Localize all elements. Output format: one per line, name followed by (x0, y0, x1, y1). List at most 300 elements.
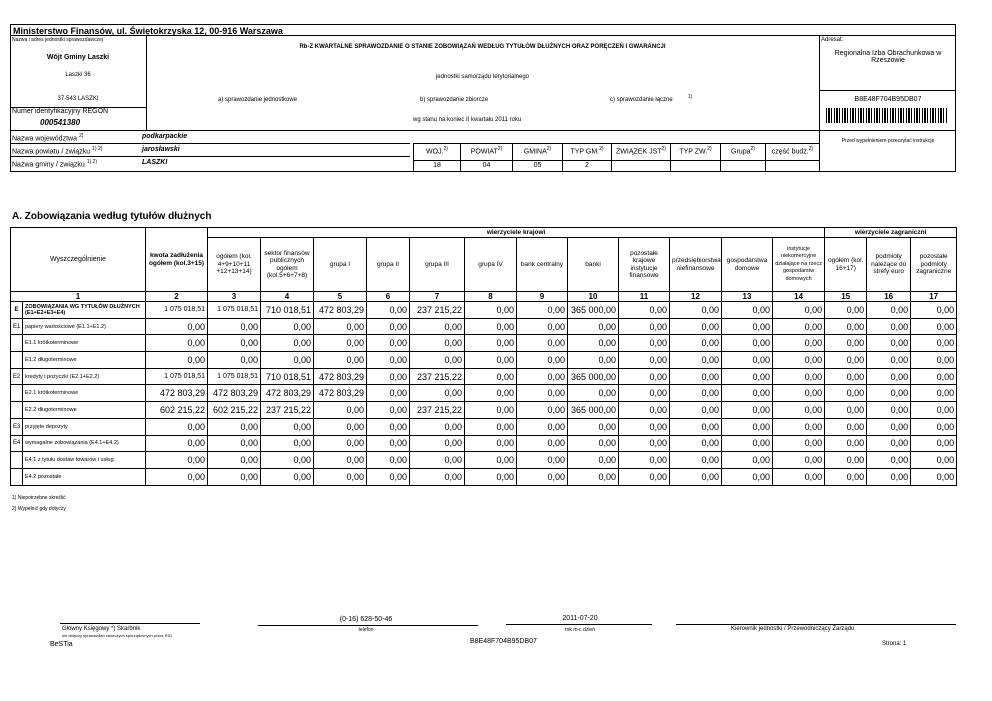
option-laczne: c) sprawozdanie łączne (610, 97, 673, 103)
cell-value: 710 018,51 (261, 368, 314, 385)
report-date: 2011-07-20 (562, 615, 598, 622)
cell-value: 0,00 (146, 435, 208, 452)
code-box-2 (512, 143, 563, 172)
row-code (11, 468, 23, 485)
cell-value: 0,00 (867, 302, 911, 319)
phone: (0-16) 628-50-46 (339, 616, 393, 623)
code-box-0 (413, 143, 461, 172)
col-header-11: pozostałe krajowe instytucje finansowe (619, 238, 670, 292)
cell-value: 0,00 (261, 352, 314, 369)
cell-value: 0,00 (722, 402, 773, 419)
cell-value: 0,00 (314, 335, 367, 352)
code-box-6 (720, 143, 766, 172)
cell-value: 0,00 (517, 402, 568, 419)
code-sup: 2) (808, 146, 814, 152)
col-header-13: gospodarstwa domowe (722, 238, 773, 292)
cell-value: 0,00 (146, 352, 208, 369)
col-header-17: pozostałe podmioty zagraniczne (911, 238, 957, 292)
app-name: BeSTia (50, 641, 73, 648)
col-header-6: grupa II (367, 238, 410, 292)
table-row (11, 318, 957, 335)
row-label: papiery wartościowe (E1.1+E1.2) (23, 318, 146, 335)
code-box-5 (670, 143, 721, 172)
cell-value: 0,00 (670, 418, 722, 435)
row-code (11, 335, 23, 352)
cell-value: 0,00 (410, 335, 465, 352)
header-code: B8E48F704B95DB07 (854, 96, 922, 103)
table-row (11, 385, 957, 402)
cell-value: 0,00 (773, 302, 825, 319)
col-header-8: grupa IV (465, 238, 517, 292)
cell-value: 1 075 018,51 (146, 368, 208, 385)
col-number: 8 (465, 292, 517, 302)
cell-value: 0,00 (619, 418, 670, 435)
code-label: TYP GM. (570, 148, 600, 156)
cell-value: 0,00 (619, 302, 670, 319)
cell-value: 0,00 (773, 318, 825, 335)
cell-value: 0,00 (825, 368, 867, 385)
row-label: E2.1 krótkoterminowe (23, 385, 146, 402)
cell-value: 0,00 (517, 418, 568, 435)
row-code (11, 352, 23, 369)
cell-value: 602 215,22 (146, 402, 208, 419)
code-label: ZWIĄZEK JST (616, 148, 662, 156)
col-number: 13 (722, 292, 773, 302)
code-value: 18 (414, 160, 460, 169)
cell-value: 0,00 (773, 368, 825, 385)
table-row (11, 468, 957, 485)
page-number: 1 (903, 641, 907, 647)
gm-value: LASZKI (142, 159, 168, 166)
cell-value: 1 075 018,51 (146, 302, 208, 319)
cell-value: 0,00 (670, 318, 722, 335)
cell-value: 0,00 (367, 435, 410, 452)
cell-value: 0,00 (619, 335, 670, 352)
code-label: Grupa (731, 148, 751, 156)
cell-value: 472 803,29 (314, 302, 367, 319)
phone-label: telefon (358, 627, 374, 633)
row-code (11, 385, 23, 402)
debt-table (10, 227, 957, 486)
footer-code: B8E48F704B95DB07 (470, 638, 537, 645)
cell-value: 0,00 (722, 302, 773, 319)
code-value (612, 160, 670, 162)
cell-value: 0,00 (722, 368, 773, 385)
cell-value: 0,00 (410, 385, 465, 402)
cell-value: 0,00 (314, 452, 367, 469)
cell-value: 0,00 (517, 352, 568, 369)
cell-value: 472 803,29 (261, 385, 314, 402)
h-zagr: wierzyciele zagraniczni (825, 228, 957, 238)
cell-value: 0,00 (367, 368, 410, 385)
cell-value: 0,00 (208, 335, 261, 352)
col-header-7: grupa III (410, 238, 465, 292)
cell-value: 472 803,29 (314, 385, 367, 402)
col-number: 1 (11, 292, 146, 302)
col-number: 6 (367, 292, 410, 302)
cell-value: 0,00 (670, 452, 722, 469)
cell-value: 0,00 (722, 335, 773, 352)
cell-value: 0,00 (619, 318, 670, 335)
cell-value: 0,00 (911, 352, 957, 369)
col-header-12: przedsiębiorstwa niefinansowe (670, 238, 722, 292)
adresat-value: Regionalna Izba Obrachunkowa w Rzeszowie (834, 50, 942, 64)
col-number: 11 (619, 292, 670, 302)
row-code: E (11, 302, 23, 319)
cell-value: 0,00 (722, 452, 773, 469)
page-label: Strona: (882, 641, 902, 647)
row-label: E4.2 pozostałe (23, 468, 146, 485)
cell-value: 0,00 (825, 302, 867, 319)
cell-value: 0,00 (773, 352, 825, 369)
code-sup: 2) (443, 146, 448, 152)
cell-value: 0,00 (465, 302, 517, 319)
gm-label: Nazwa gminy / związku (12, 161, 85, 169)
col-number: 12 (670, 292, 722, 302)
cell-value: 0,00 (410, 352, 465, 369)
cell-value: 0,00 (465, 368, 517, 385)
cell-value: 0,00 (208, 468, 261, 485)
cell-value: 0,00 (911, 318, 957, 335)
cell-value: 0,00 (867, 435, 911, 452)
col-number: 5 (314, 292, 367, 302)
cell-value: 0,00 (410, 468, 465, 485)
col-number: 4 (261, 292, 314, 302)
cell-value: 0,00 (825, 402, 867, 419)
instruction-note: Przed wypełnieniem przeczytać instrukcję (841, 138, 935, 144)
cell-value: 0,00 (867, 385, 911, 402)
cell-value: 0,00 (825, 352, 867, 369)
pow-sup: 1) 2) (92, 146, 103, 152)
cell-value: 0,00 (619, 352, 670, 369)
col-number: 16 (867, 292, 911, 302)
cell-value: 0,00 (261, 468, 314, 485)
col-header-16: podmioty należące do strefy euro (867, 238, 911, 292)
cell-value: 0,00 (517, 302, 568, 319)
woj-value: podkarpackie (142, 133, 188, 140)
cell-value: 472 803,29 (208, 385, 261, 402)
cell-value: 0,00 (208, 452, 261, 469)
cell-value: 1 075 018,51 (208, 302, 261, 319)
cell-value: 0,00 (568, 452, 619, 469)
cell-value: 237 215,22 (410, 368, 465, 385)
cell-value: 0,00 (867, 368, 911, 385)
cell-value: 0,00 (670, 302, 722, 319)
cell-value: 0,00 (911, 385, 957, 402)
cell-value: 0,00 (867, 318, 911, 335)
row-label: E1.1 krótkoterminowe (23, 335, 146, 352)
cell-value: 0,00 (410, 452, 465, 469)
code-sup: 2) (707, 146, 712, 152)
code-value: 04 (461, 160, 512, 169)
cell-value: 0,00 (517, 468, 568, 485)
col-number: 10 (568, 292, 619, 302)
table-row (11, 302, 957, 319)
code-label: WOJ. (426, 148, 444, 156)
accountant-note: nie dotyczy sprawozdań zbiorczych sporządzonych przez RIO (62, 633, 172, 638)
cell-value: 0,00 (367, 318, 410, 335)
row-code: E4 (11, 435, 23, 452)
cell-value: 0,00 (517, 452, 568, 469)
woj-sup: 2) (78, 133, 84, 139)
cell-value: 0,00 (208, 318, 261, 335)
cell-value: 0,00 (367, 468, 410, 485)
cell-value: 0,00 (465, 402, 517, 419)
unit-label: Nazwa i adres jednostki sprawozdawczej (12, 37, 103, 43)
col-header-15: ogółem (kol. 16+17) (825, 238, 867, 292)
cell-value: 0,00 (208, 352, 261, 369)
cell-value: 0,00 (517, 368, 568, 385)
h-kwota: kwota zadłużenia ogółem (kol.3+15) (146, 228, 208, 292)
cell-value: 237 215,22 (410, 302, 465, 319)
code-value (671, 160, 720, 162)
cell-value: 0,00 (670, 435, 722, 452)
cell-value: 0,00 (367, 402, 410, 419)
cell-value: 0,00 (410, 318, 465, 335)
row-label: ZOBOWIĄZANIA WG TYTUŁÓW DŁUŻNYCH (E1+E2+E3+E4) (23, 302, 146, 319)
col-number: 7 (410, 292, 465, 302)
cell-value: 472 803,29 (314, 368, 367, 385)
cell-value: 365 000,00 (568, 402, 619, 419)
cell-value: 0,00 (773, 435, 825, 452)
code-box-7 (765, 143, 820, 172)
ministry-line: Ministerstwo Finansów, ul. Świętokrzyska 12, 00-916 Warszawa (13, 26, 283, 36)
cell-value: 0,00 (825, 335, 867, 352)
report-subtitle: jednostki samorządu terytorialnego (435, 74, 530, 80)
footnote-1: 1) Niepotrzebne skreślić (12, 495, 66, 501)
option-zbiorcze: b) sprawozdanie zbiorcze (420, 97, 489, 103)
cell-value: 0,00 (825, 418, 867, 435)
cell-value: 0,00 (911, 468, 957, 485)
cell-value: 0,00 (619, 385, 670, 402)
cell-value: 0,00 (911, 452, 957, 469)
cell-value: 0,00 (825, 452, 867, 469)
cell-value: 0,00 (619, 435, 670, 452)
cell-value: 0,00 (146, 468, 208, 485)
cell-value: 0,00 (722, 318, 773, 335)
cell-value: 0,00 (367, 385, 410, 402)
col-number: 3 (208, 292, 261, 302)
cell-value: 0,00 (367, 335, 410, 352)
row-code: E1 (11, 318, 23, 335)
cell-value: 0,00 (619, 452, 670, 469)
row-code: E3 (11, 418, 23, 435)
cell-value: 1 075 018,51 (208, 368, 261, 385)
cell-value: 0,00 (773, 402, 825, 419)
cell-value: 0,00 (867, 335, 911, 352)
cell-value: 0,00 (911, 435, 957, 452)
cell-value: 0,00 (517, 318, 568, 335)
code-sup: 2) (546, 146, 552, 152)
cell-value: 0,00 (465, 352, 517, 369)
cell-value: 0,00 (722, 418, 773, 435)
cell-value: 0,00 (568, 318, 619, 335)
cell-value: 0,00 (670, 468, 722, 485)
col-header-5: grupa I (314, 238, 367, 292)
cell-value: 0,00 (367, 418, 410, 435)
cell-value: 0,00 (568, 352, 619, 369)
cell-value: 0,00 (261, 418, 314, 435)
footnote-2: 2) Wypełnić gdy dotyczy (12, 506, 66, 512)
cell-value: 710 018,51 (261, 302, 314, 319)
cell-value: 0,00 (465, 385, 517, 402)
code-sup: 2) (497, 146, 503, 152)
cell-value: 0,00 (261, 435, 314, 452)
code-sup: 2) (750, 146, 755, 152)
cell-value: 0,00 (465, 418, 517, 435)
cell-value: 0,00 (146, 418, 208, 435)
cell-value: 0,00 (465, 318, 517, 335)
cell-value: 0,00 (619, 468, 670, 485)
code-sup: 2) (661, 146, 666, 152)
cell-value: 0,00 (314, 435, 367, 452)
cell-value: 0,00 (773, 418, 825, 435)
cell-value: 0,00 (314, 468, 367, 485)
cell-value: 237 215,22 (261, 402, 314, 419)
code-value: 05 (513, 160, 562, 169)
code-label: TYP ZW. (679, 148, 708, 156)
gm-sup: 1) 2) (86, 159, 97, 165)
section-title: A. Zobowiązania według tytułów dłużnych (12, 211, 212, 222)
cell-value: 472 803,29 (146, 385, 208, 402)
cell-value: 0,00 (261, 318, 314, 335)
row-label: wymagalne zobowiązania (E4.1+E4.2) (23, 435, 146, 452)
cell-value: 0,00 (722, 468, 773, 485)
pow-value: jarosławski (142, 146, 180, 153)
code-value: 2 (563, 160, 611, 169)
cell-value: 0,00 (367, 302, 410, 319)
option-jednostkowe: a) sprawozdanie jednostkowe (218, 97, 298, 103)
cell-value: 0,00 (670, 402, 722, 419)
code-sup: 2) (599, 146, 604, 152)
h-krajowi: wierzyciele krajowi (208, 228, 825, 238)
cell-value: 0,00 (773, 335, 825, 352)
col-header-10: banki (568, 238, 619, 292)
cell-value: 0,00 (146, 318, 208, 335)
cell-value: 0,00 (517, 435, 568, 452)
code-value (721, 160, 765, 162)
cell-value: 0,00 (465, 468, 517, 485)
cell-value: 0,00 (867, 402, 911, 419)
barcode (826, 108, 948, 123)
cell-value: 0,00 (367, 452, 410, 469)
col-number: 14 (773, 292, 825, 302)
col-number: 9 (517, 292, 568, 302)
code-box-1 (460, 143, 513, 172)
cell-value: 0,00 (867, 468, 911, 485)
cell-value: 0,00 (670, 335, 722, 352)
row-code (11, 402, 23, 419)
cell-value: 365 000,00 (568, 302, 619, 319)
col-header-3: ogółem (kol. 4+9+10+11 +12+13+14) (208, 238, 261, 292)
cell-value: 0,00 (208, 435, 261, 452)
cell-value: 0,00 (619, 368, 670, 385)
row-label: kredyty i pożyczki (E2.1+E2.2) (23, 368, 146, 385)
cell-value: 0,00 (867, 352, 911, 369)
report-title: Rb-Z KWARTALNE SPRAWOZDANIE O STANIE ZOBOWIĄZAŃ WEDŁUG TYTUŁÓW DŁUŻNYCH ORAZ PORĘCZEŃ I GWARANCJI (299, 44, 666, 50)
row-label: E1.2 długoterminowe (23, 352, 146, 369)
col-header-14: instytucje niekomercyjne działające na rzecz gospodarstw domowych (773, 238, 825, 292)
col-header-4: sektor finansów publicznych ogółem (kol.5+6+7+8) (261, 238, 314, 292)
cell-value: 0,00 (465, 335, 517, 352)
cell-value: 0,00 (146, 335, 208, 352)
cell-value: 0,00 (208, 418, 261, 435)
cell-value: 0,00 (568, 435, 619, 452)
h-desc: Wyszczególnienie (11, 228, 146, 292)
regon-value: 000541380 (40, 118, 81, 127)
date-label: rok m-c dzień (564, 627, 595, 633)
cell-value: 0,00 (465, 435, 517, 452)
code-label: część budż. (771, 148, 809, 156)
cell-value: 0,00 (314, 352, 367, 369)
cell-value: 0,00 (568, 468, 619, 485)
cell-value: 0,00 (314, 318, 367, 335)
cell-value: 0,00 (867, 418, 911, 435)
cell-value: 0,00 (911, 402, 957, 419)
cell-value: 0,00 (314, 418, 367, 435)
col-header-9: bank centralny (517, 238, 568, 292)
cell-value: 0,00 (911, 368, 957, 385)
cell-value: 0,00 (911, 418, 957, 435)
accountant-label: Główny Księgowy *) Skarbnik (62, 626, 141, 632)
cell-value: 0,00 (773, 452, 825, 469)
code-box-3 (562, 143, 612, 172)
col-number: 17 (911, 292, 957, 302)
col-number: 2 (146, 292, 208, 302)
cell-value: 0,00 (568, 385, 619, 402)
cell-value: 0,00 (261, 452, 314, 469)
option-laczne-sup: 1) (688, 94, 693, 100)
pow-label: Nazwa powiatu / związku (12, 148, 91, 156)
code-label: GMINA (523, 148, 547, 156)
cell-value: 0,00 (517, 385, 568, 402)
cell-value: 0,00 (911, 335, 957, 352)
cell-value: 365 000,00 (568, 368, 619, 385)
cell-value: 0,00 (670, 385, 722, 402)
unit-city: 37-543 LASZKI (57, 96, 99, 102)
cell-value: 0,00 (825, 435, 867, 452)
cell-value: 0,00 (825, 318, 867, 335)
cell-value: 0,00 (367, 352, 410, 369)
manager-label: Kierownik jednostki / Przewodniczący Zarządu (731, 626, 855, 632)
cell-value: 0,00 (670, 368, 722, 385)
cell-value: 0,00 (619, 402, 670, 419)
cell-value: 0,00 (261, 335, 314, 352)
cell-value: 0,00 (825, 468, 867, 485)
cell-value: 0,00 (773, 385, 825, 402)
cell-value: 0,00 (670, 352, 722, 369)
row-label: E2.2 długoterminowe (23, 402, 146, 419)
cell-value: 0,00 (773, 468, 825, 485)
row-code (11, 452, 23, 469)
code-box-4 (611, 143, 671, 172)
cell-value: 0,00 (722, 435, 773, 452)
row-code: E2 (11, 368, 23, 385)
code-value (766, 160, 819, 162)
cell-value: 0,00 (410, 435, 465, 452)
cell-value: 0,00 (146, 452, 208, 469)
woj-label: Nazwa województwa (12, 135, 77, 143)
cell-value: 0,00 (911, 302, 957, 319)
table-row (11, 402, 957, 419)
cell-value: 0,00 (314, 402, 367, 419)
col-number: 15 (825, 292, 867, 302)
table-row (11, 435, 957, 452)
table-row (11, 335, 957, 352)
table-row (11, 418, 957, 435)
cell-value: 0,00 (517, 335, 568, 352)
regon-label: Numer identyfikacyjny REGON (12, 108, 109, 115)
